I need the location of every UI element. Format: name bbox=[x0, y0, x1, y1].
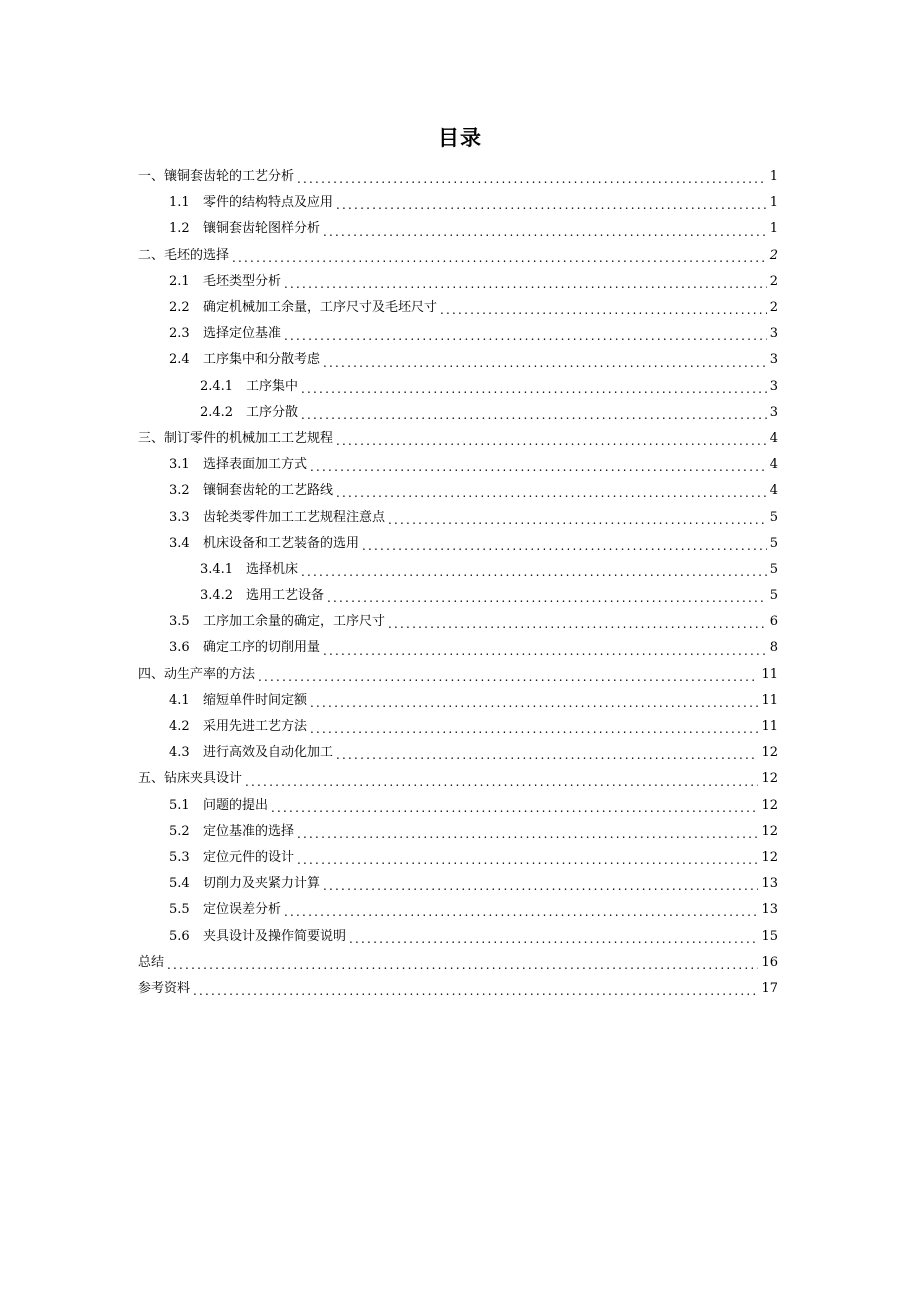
toc-dot-leader bbox=[232, 253, 767, 269]
toc-entry-title: 齿轮类零件加工工艺规程注意点 bbox=[203, 509, 386, 525]
toc-entry-title: 总结 bbox=[138, 954, 165, 970]
toc-entry[interactable] bbox=[138, 557, 778, 583]
toc-entry-title: 进行高效及自动化加工 bbox=[203, 745, 334, 761]
toc-dot-leader bbox=[336, 488, 767, 504]
toc-entry-number: 4.2 bbox=[169, 719, 190, 735]
toc-entry-title: 选择表面加工方式 bbox=[203, 457, 308, 473]
toc-entry-number: 1.2 bbox=[169, 221, 190, 237]
toc-entry-number: 3.2 bbox=[169, 483, 190, 499]
toc-entry[interactable] bbox=[138, 714, 778, 740]
toc-entry-page-number: 2 bbox=[769, 273, 778, 289]
toc-entry[interactable] bbox=[138, 688, 778, 714]
toc-dot-leader bbox=[310, 698, 758, 714]
toc-entry-page-number: 12 bbox=[761, 823, 778, 839]
toc-dot-leader bbox=[323, 881, 758, 897]
table-of-contents bbox=[138, 164, 778, 1002]
toc-dot-leader bbox=[310, 462, 767, 478]
toc-entry[interactable] bbox=[138, 400, 778, 426]
toc-entry-page-number: 12 bbox=[761, 797, 778, 813]
toc-entry-number: 3.4.1 bbox=[200, 561, 234, 577]
toc-entry[interactable] bbox=[138, 426, 778, 452]
toc-dot-leader bbox=[193, 986, 758, 1002]
toc-entry[interactable] bbox=[138, 662, 778, 688]
toc-entry-number: 5.3 bbox=[169, 849, 190, 865]
toc-entry-title: 三、制订零件的机械加工工艺规程 bbox=[138, 430, 334, 446]
toc-entry-title: 夹具设计及操作简要说明 bbox=[203, 928, 347, 944]
toc-entry-number: 2.2 bbox=[169, 300, 190, 316]
toc-dot-leader bbox=[297, 174, 767, 190]
toc-dot-leader bbox=[310, 724, 758, 740]
toc-entry-page-number: 12 bbox=[761, 745, 778, 761]
toc-entry-page-number: 12 bbox=[761, 849, 778, 865]
toc-entry-title: 工序加工余量的确定，工序尺寸 bbox=[203, 614, 386, 630]
toc-entry-title: 五、钻床夹具设计 bbox=[138, 771, 243, 787]
toc-entry-page-number: 3 bbox=[769, 404, 778, 420]
toc-entry[interactable] bbox=[138, 845, 778, 871]
toc-dot-leader bbox=[440, 305, 767, 321]
toc-entry[interactable] bbox=[138, 374, 778, 400]
toc-entry-page-number: 11 bbox=[761, 692, 778, 708]
toc-entry[interactable] bbox=[138, 897, 778, 923]
toc-entry-title: 工序集中和分散考虑 bbox=[203, 352, 321, 368]
toc-dot-leader bbox=[167, 960, 758, 976]
toc-dot-leader bbox=[297, 829, 758, 845]
page-title: 目录 bbox=[438, 126, 482, 150]
toc-entry[interactable] bbox=[138, 635, 778, 661]
toc-entry[interactable] bbox=[138, 583, 778, 609]
toc-entry-page-number: 5 bbox=[769, 509, 778, 525]
toc-entry[interactable] bbox=[138, 347, 778, 373]
toc-entry-page-number: 15 bbox=[761, 928, 778, 944]
toc-entry[interactable] bbox=[138, 243, 778, 269]
toc-entry-title: 定位基准的选择 bbox=[203, 823, 295, 839]
toc-entry-page-number: 3 bbox=[769, 378, 778, 394]
toc-entry[interactable] bbox=[138, 321, 778, 347]
toc-entry[interactable] bbox=[138, 819, 778, 845]
toc-entry-page-number: 13 bbox=[761, 902, 778, 918]
toc-dot-leader bbox=[297, 855, 758, 871]
toc-entry-page-number: 4 bbox=[769, 457, 778, 473]
toc-entry-number: 4.1 bbox=[169, 692, 190, 708]
toc-entry[interactable] bbox=[138, 923, 778, 949]
toc-entry-number: 5.6 bbox=[169, 928, 190, 944]
toc-entry-title: 定位元件的设计 bbox=[203, 849, 295, 865]
toc-dot-leader bbox=[301, 410, 767, 426]
toc-entry-title: 参考资料 bbox=[138, 980, 191, 996]
toc-entry-title: 二、毛坯的选择 bbox=[138, 247, 230, 263]
toc-entry-number: 3.1 bbox=[169, 457, 190, 473]
toc-dot-leader bbox=[323, 227, 767, 243]
toc-entry-page-number: 8 bbox=[769, 640, 778, 656]
toc-dot-leader bbox=[388, 619, 767, 635]
toc-entry-number: 5.1 bbox=[169, 797, 190, 813]
toc-dot-leader bbox=[258, 672, 758, 688]
toc-entry-page-number: 12 bbox=[761, 771, 778, 787]
toc-entry-page-number: 1 bbox=[769, 221, 778, 237]
toc-entry-number: 3.3 bbox=[169, 509, 190, 525]
toc-entry-number: 3.4 bbox=[169, 535, 190, 551]
toc-entry[interactable] bbox=[138, 609, 778, 635]
toc-entry-page-number: 5 bbox=[769, 535, 778, 551]
toc-entry-page-number: 2 bbox=[769, 300, 778, 316]
toc-entry[interactable] bbox=[138, 216, 778, 242]
toc-entry[interactable] bbox=[138, 269, 778, 295]
toc-dot-leader bbox=[336, 436, 767, 452]
toc-dot-leader bbox=[301, 384, 767, 400]
toc-entry-title: 确定工序的切削用量 bbox=[203, 640, 321, 656]
toc-entry-title: 定位误差分析 bbox=[203, 902, 282, 918]
toc-entry-page-number: 11 bbox=[761, 719, 778, 735]
toc-dot-leader bbox=[336, 200, 767, 216]
toc-entry-title: 一、镶铜套齿轮的工艺分析 bbox=[138, 169, 295, 185]
toc-entry-number: 2.4 bbox=[169, 352, 190, 368]
toc-entry-page-number: 4 bbox=[769, 430, 778, 446]
toc-entry[interactable] bbox=[138, 295, 778, 321]
toc-entry-title: 缩短单件时间定额 bbox=[203, 692, 308, 708]
toc-dot-leader bbox=[301, 567, 767, 583]
toc-dot-leader bbox=[362, 541, 767, 557]
toc-entry-number: 5.2 bbox=[169, 823, 190, 839]
toc-entry-title: 工序集中 bbox=[246, 378, 299, 394]
toc-entry-page-number: 2 bbox=[769, 247, 778, 263]
toc-entry-page-number: 1 bbox=[769, 195, 778, 211]
toc-entry-page-number: 16 bbox=[761, 954, 778, 970]
toc-entry-number: 1.1 bbox=[169, 195, 190, 211]
toc-entry[interactable] bbox=[138, 504, 778, 530]
toc-entry[interactable] bbox=[138, 766, 778, 792]
toc-entry-number: 5.5 bbox=[169, 902, 190, 918]
toc-entry-title: 切削力及夹紧力计算 bbox=[203, 876, 321, 892]
toc-entry-number: 2.4.1 bbox=[200, 378, 234, 394]
toc-dot-leader bbox=[323, 358, 767, 374]
toc-entry-title: 镶铜套齿轮的工艺路线 bbox=[203, 483, 334, 499]
toc-dot-leader bbox=[284, 279, 767, 295]
toc-entry[interactable] bbox=[138, 190, 778, 216]
toc-entry[interactable] bbox=[138, 950, 778, 976]
toc-dot-leader bbox=[336, 750, 758, 766]
toc-entry-number: 4.3 bbox=[169, 745, 190, 761]
toc-entry-title: 确定机械加工余量，工序尺寸及毛坯尺寸 bbox=[203, 300, 438, 316]
toc-entry-title: 零件的结构特点及应用 bbox=[203, 195, 334, 211]
toc-entry-page-number: 4 bbox=[769, 483, 778, 499]
toc-entry-title: 毛坯类型分析 bbox=[203, 273, 282, 289]
toc-entry-title: 四、动生产率的方法 bbox=[138, 666, 256, 682]
toc-entry-number: 3.5 bbox=[169, 614, 190, 630]
toc-entry[interactable] bbox=[138, 164, 778, 190]
toc-entry-title: 镶铜套齿轮图样分析 bbox=[203, 221, 321, 237]
toc-entry-title: 机床设备和工艺装备的选用 bbox=[203, 535, 360, 551]
toc-entry-page-number: 3 bbox=[769, 352, 778, 368]
toc-dot-leader bbox=[245, 777, 758, 793]
toc-entry[interactable] bbox=[138, 452, 778, 478]
toc-dot-leader bbox=[349, 934, 758, 950]
toc-dot-leader bbox=[323, 646, 767, 662]
toc-entry-number: 2.1 bbox=[169, 273, 190, 289]
toc-entry-page-number: 17 bbox=[761, 980, 778, 996]
toc-entry[interactable] bbox=[138, 976, 778, 1002]
toc-dot-leader bbox=[388, 515, 767, 531]
toc-entry-title: 工序分散 bbox=[246, 404, 299, 420]
toc-entry[interactable] bbox=[138, 478, 778, 504]
toc-entry-page-number: 1 bbox=[769, 169, 778, 185]
toc-entry-page-number: 5 bbox=[769, 588, 778, 604]
toc-entry[interactable] bbox=[138, 793, 778, 819]
toc-entry-page-number: 13 bbox=[761, 876, 778, 892]
toc-entry-title: 选择机床 bbox=[246, 561, 299, 577]
toc-dot-leader bbox=[327, 593, 767, 609]
toc-entry-number: 2.3 bbox=[169, 326, 190, 342]
toc-entry-number: 3.4.2 bbox=[200, 588, 234, 604]
toc-entry-title: 选择定位基准 bbox=[203, 326, 282, 342]
toc-dot-leader bbox=[284, 907, 758, 923]
toc-entry-number: 3.6 bbox=[169, 640, 190, 656]
toc-entry[interactable] bbox=[138, 871, 778, 897]
toc-entry-title: 选用工艺设备 bbox=[246, 588, 325, 604]
toc-entry-page-number: 3 bbox=[769, 326, 778, 342]
toc-entry-number: 2.4.2 bbox=[200, 404, 234, 420]
toc-dot-leader bbox=[284, 331, 767, 347]
toc-entry[interactable] bbox=[138, 740, 778, 766]
toc-entry-page-number: 5 bbox=[769, 561, 778, 577]
toc-entry-title: 采用先进工艺方法 bbox=[203, 719, 308, 735]
toc-entry[interactable] bbox=[138, 531, 778, 557]
toc-entry-number: 5.4 bbox=[169, 876, 190, 892]
toc-dot-leader bbox=[271, 803, 758, 819]
toc-entry-title: 问题的提出 bbox=[203, 797, 269, 813]
toc-entry-page-number: 6 bbox=[769, 614, 778, 630]
toc-entry-page-number: 11 bbox=[761, 666, 778, 682]
